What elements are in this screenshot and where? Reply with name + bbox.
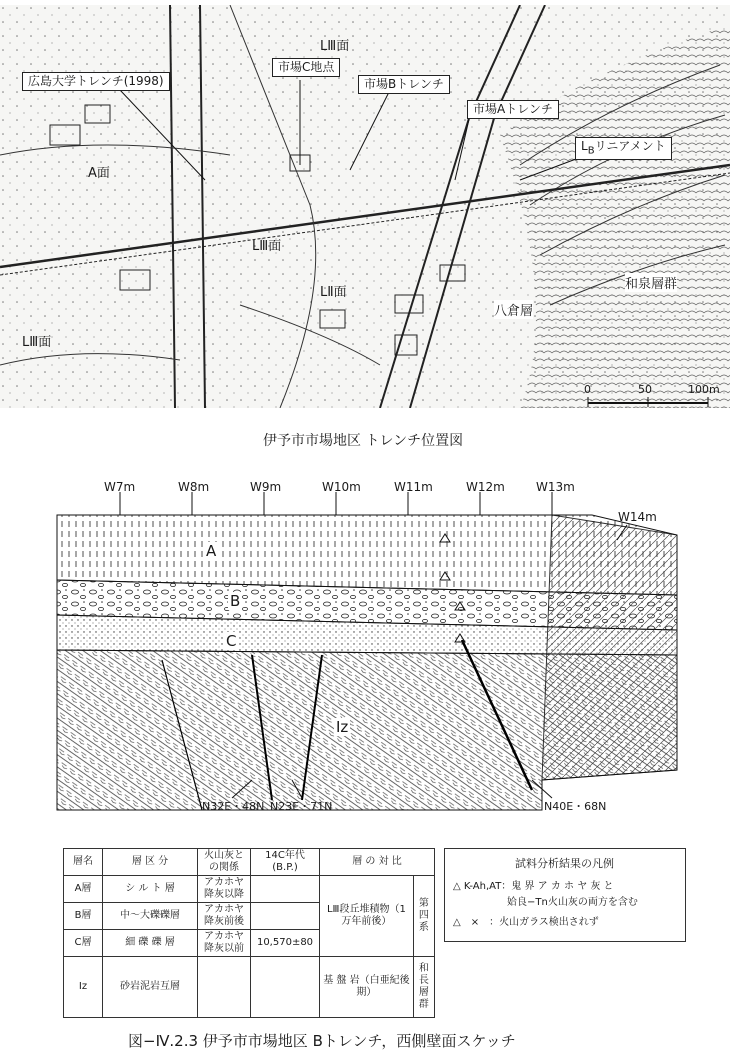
cell-correlation-2: 基 盤 岩（白亜紀後期）: [320, 957, 414, 1018]
mark-w12m: W12m: [466, 480, 505, 494]
sample-legend: [444, 848, 686, 942]
cell-ash: [198, 957, 251, 1018]
figure-caption: 図−Ⅳ.2.3 伊予市市場地区 Bトレンチ，西側壁面スケッチ: [128, 1032, 516, 1050]
strike-n32e: N32E・48N: [202, 800, 265, 813]
cell-name: C層: [64, 930, 103, 957]
terrace-l2: LⅡ面: [320, 285, 347, 300]
cell-age: [251, 957, 320, 1018]
mark-w10m: W10m: [322, 480, 361, 494]
label-trench-b: 市場Bトレンチ: [358, 75, 450, 94]
lineament-sub: B: [587, 145, 595, 157]
scale-zero: 0: [584, 383, 591, 396]
scale-hundred: 100m: [688, 383, 720, 396]
cell-name: Iz: [64, 957, 103, 1018]
cell-system-2: 和長層群: [413, 957, 434, 1018]
header-age: 14C年代(B.P.): [251, 849, 320, 876]
cell-age: 10,570±80: [251, 930, 320, 957]
layer-a-label: A: [206, 542, 217, 560]
header-division: 層 区 分: [103, 849, 198, 876]
header-correlation: 層 の 対 比: [320, 849, 435, 876]
cell-division: 中〜大礫礫層: [103, 903, 198, 930]
legend-title: 試料分析結果の凡例: [515, 857, 614, 870]
mark-w13m: W13m: [536, 480, 575, 494]
cell-ash: アカホヤ降灰以前: [198, 930, 251, 957]
terrace-l3-top: LⅢ面: [320, 39, 350, 54]
stratigraphy-table: [63, 848, 435, 1018]
lineament-suffix: リニアメント: [594, 139, 666, 153]
cell-correlation-1: LⅢ段丘堆積物（1万年前後）: [320, 876, 414, 957]
cell-system-1: 第四系: [413, 876, 434, 957]
header-layer-name: 層名: [64, 849, 103, 876]
table-row: [64, 957, 435, 1018]
layer-iz-label: Iz: [336, 718, 349, 736]
cell-name: A層: [64, 876, 103, 903]
legend-line-2: 姶良−Tn火山灰の両方を含む: [507, 897, 638, 908]
mark-w11m: W11m: [394, 480, 433, 494]
mark-w14m: W14m: [618, 510, 657, 524]
legend-line-3: △ × ：火山ガラス検出されず: [453, 917, 599, 928]
geology-izumi: 和泉層群: [625, 273, 677, 292]
trench-wall-sketch: [52, 480, 680, 820]
cell-division: シ ル ト 層: [103, 876, 198, 903]
mark-w7m: W7m: [104, 480, 136, 494]
strike-n23e: N23E・71N: [270, 800, 333, 813]
label-hiroshima-trench: 広島大学トレンチ(1998): [22, 72, 170, 91]
legend-line-1: △ K-Ah,AT：鬼 界 ア カ ホ ヤ 灰 と: [453, 881, 614, 892]
map-drawing: [0, 5, 730, 408]
header-ash: 火山灰との関係: [198, 849, 251, 876]
label-trench-a: 市場Aトレンチ: [467, 100, 559, 119]
cell-ash: アカホヤ降灰以降: [198, 876, 251, 903]
trench-location-map: [0, 5, 730, 408]
cell-ash: アカホヤ降灰前後: [198, 903, 251, 930]
cell-name: B層: [64, 903, 103, 930]
strike-n40e: N40E・68N: [544, 800, 607, 813]
label-site-c: 市場C地点: [272, 58, 340, 77]
geology-yakura: 八倉層: [494, 300, 533, 319]
sketch-drawing: [52, 480, 680, 820]
mark-w8m: W8m: [178, 480, 210, 494]
layer-b-label: B: [230, 592, 241, 610]
layer-c-label: C: [226, 632, 237, 650]
cell-division: 砂岩泥岩互層: [103, 957, 198, 1018]
map-caption: 伊予市市場地区 トレンチ位置図: [263, 433, 464, 449]
table-row: [64, 876, 435, 903]
lineament-prefix: L: [581, 139, 588, 153]
table-header-row: [64, 849, 435, 876]
terrace-l3-left: LⅢ面: [22, 335, 52, 350]
terrace-l3-mid: LⅢ面: [252, 239, 282, 254]
mark-w9m: W9m: [250, 480, 282, 494]
cell-age: [251, 876, 320, 903]
terrace-a-face: A面: [88, 166, 110, 181]
scale-fifty: 50: [638, 383, 652, 396]
cell-age: [251, 903, 320, 930]
label-lineament: [575, 137, 672, 160]
cell-division: 細 礫 礫 層: [103, 930, 198, 957]
